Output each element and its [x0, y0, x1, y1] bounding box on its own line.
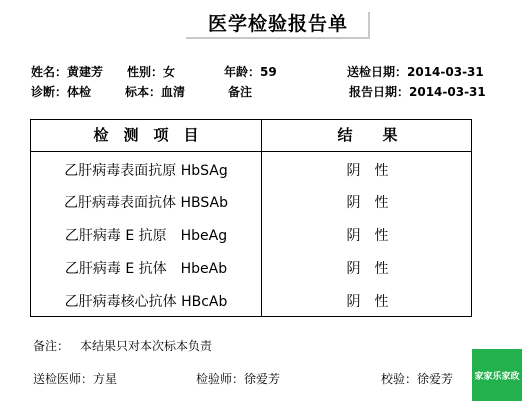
note-label: 备注：	[33, 339, 70, 353]
table-row-result: 阴性	[346, 163, 403, 179]
table-row-item: 乙肝病毒 E 抗原 HbeAg	[64, 228, 228, 244]
header-test-item: 检 测 项 目	[93, 126, 199, 144]
table-row-item: 乙肝病毒表面抗原 HbSAg	[64, 163, 228, 179]
referring-doctor: 送检医师：方星	[33, 372, 118, 386]
specimen: 标本：血清	[125, 85, 186, 99]
table-row-result: 阴性	[346, 228, 403, 244]
table-row-result: 阴性	[346, 195, 403, 211]
lab-technician: 检验师：徐爱芳	[196, 372, 281, 386]
table-divider-horizontal	[31, 151, 471, 152]
note-text: 本结果只对本次标本负责	[80, 339, 213, 353]
table-row-item: 乙肝病毒表面抗体 HBSAb	[64, 195, 228, 211]
table-row-result: 阴性	[346, 294, 403, 310]
send-date: 送检日期：2014-03-31	[347, 65, 484, 79]
remark-label: 备注	[228, 85, 253, 99]
table-row-item: 乙肝病毒 E 抗体 HbeAb	[64, 261, 228, 277]
patient-name: 姓名：黄建芳	[31, 65, 104, 79]
watermark-badge: 家家乐家政	[472, 349, 522, 401]
patient-age: 年龄：59	[224, 65, 277, 79]
title-shadow	[368, 12, 370, 39]
header-result: 结 果	[337, 126, 398, 144]
report-date: 报告日期：2014-03-31	[349, 85, 486, 99]
diagnosis: 诊断：体检	[31, 85, 92, 99]
results-table	[30, 119, 472, 317]
report-title: 医学检验报告单	[207, 13, 348, 35]
title-underline	[186, 37, 370, 39]
patient-gender: 性别：女	[127, 65, 176, 79]
table-row-item: 乙肝病毒核心抗体 HBcAb	[64, 294, 228, 310]
verifier: 校验：徐爱芳	[381, 372, 454, 386]
table-row-result: 阴性	[346, 261, 403, 277]
